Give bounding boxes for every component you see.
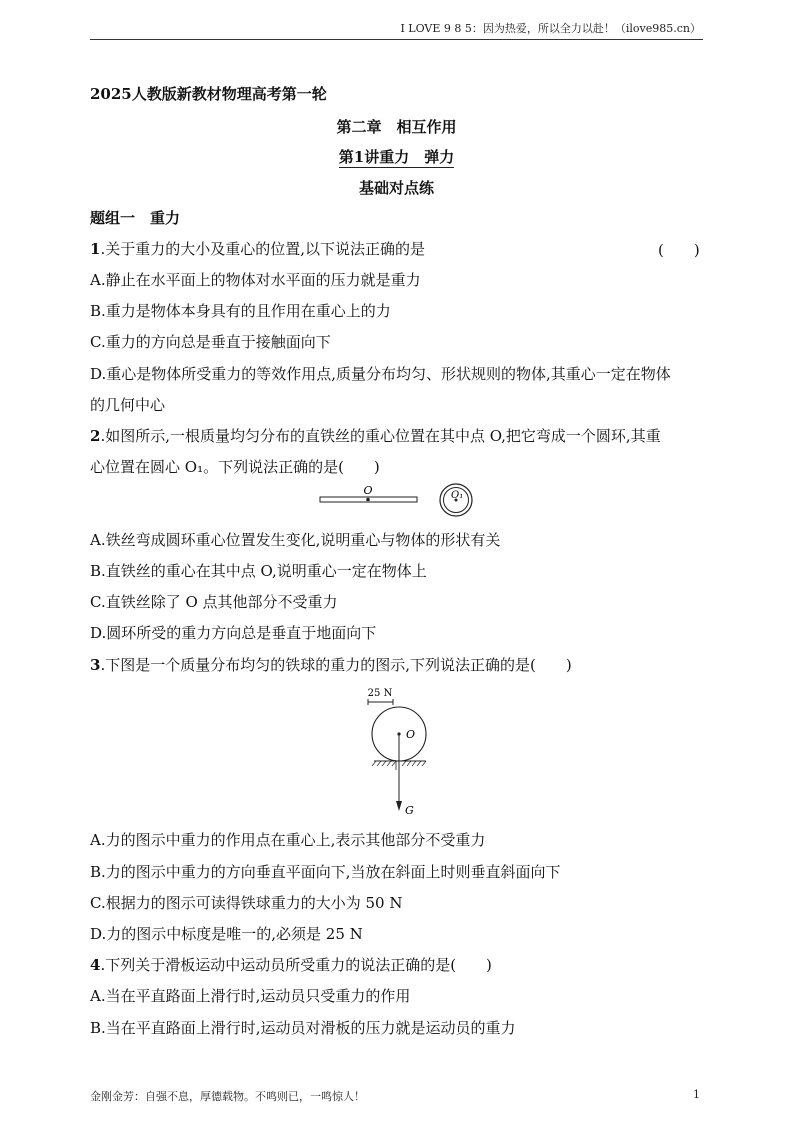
question-3-figure (360, 684, 440, 820)
lesson-title-wrap (90, 146, 703, 167)
question-3-option-a: A.力的图示中重力的作用点在重心上,表示其他部分不受重力 (90, 831, 486, 849)
scale-label: 25 N (367, 688, 393, 699)
question-1-option-d: D.重心是物体所受重力的等效作用点,质量分布均匀、形状规则的物体,其重心一定在物体 (90, 365, 671, 383)
section-title: 基础对点练 (358, 179, 434, 197)
chapter-title: 第二章 相互作用 (336, 118, 457, 136)
question-2-stem-cont: 心位置在圆心 O₁。下列说法正确的是( ) (90, 458, 380, 476)
question-2-figure (310, 480, 480, 520)
question-3-option-d: D.力的图示中标度是唯一的,必须是 25 N (90, 925, 363, 943)
question-1-option-a: A.静止在水平面上的物体对水平面的压力就是重力 (90, 271, 421, 289)
question-2-option-c: C.直铁丝除了 O 点其他部分不受重力 (90, 593, 338, 611)
question-3-stem: 3.下图是一个质量分布均匀的铁球的重力的图示,下列说法正确的是( ) (90, 656, 572, 674)
question-2-option-b: B.直铁丝的重心在其中点 O,说明重心一定在物体上 (90, 562, 427, 580)
footer-motto: 金刚金芳：自强不息，厚德载物。不鸣则已，一鸣惊人！ (90, 1090, 365, 1103)
wire-center-label: O (363, 484, 373, 497)
page-number: 1 (693, 1088, 700, 1101)
header-slogan: I LOVE 9 8 5：因为热爱，所以全力以赴！（ilove985.cn） (400, 22, 701, 35)
question-1-answer-bracket: ( ) (658, 241, 700, 259)
question-4-option-b: B.当在平直路面上滑行时,运动员对滑板的压力就是运动员的重力 (90, 1019, 516, 1037)
ball-center-label: O (406, 728, 416, 741)
question-4-stem: 4.下列关于滑板运动中运动员所受重力的说法正确的是( ) (90, 956, 492, 974)
wire-center-point (366, 498, 370, 502)
series-title: 2025人教版新教材物理高考第一轮 (90, 85, 327, 103)
question-2-option-d: D.圆环所受的重力方向总是垂直于地面向下 (90, 624, 377, 642)
ring-center-label: O₁ (451, 490, 464, 501)
question-1-option-d-cont: 的几何中心 (90, 396, 166, 414)
question-2-option-a: A.铁丝弯成圆环重心位置发生变化,说明重心与物体的形状有关 (90, 531, 501, 549)
lesson-title: 第1讲重力 弹力 (338, 148, 455, 166)
question-4-option-a: A.当在平直路面上滑行时,运动员只受重力的作用 (90, 987, 411, 1005)
question-2-stem: 2.如图所示,一根质量均匀分布的直铁丝的重心位置在其中点 O,把它弯成一个圆环,其重 (90, 427, 661, 445)
question-1-stem: 1.关于重力的大小及重心的位置,以下说法正确的是 (90, 240, 425, 258)
question-1-option-c: C.重力的方向总是垂直于接触面向下 (90, 333, 331, 351)
gravity-label: G (405, 804, 414, 817)
group-title: 题组一 重力 (90, 209, 181, 227)
gravity-arrow-head (396, 801, 402, 811)
question-3-option-c: C.根据力的图示可读得铁球重力的大小为 50 N (90, 894, 403, 912)
question-1-option-b: B.重力是物体本身具有的且作用在重心上的力 (90, 302, 391, 320)
header-divider (90, 39, 703, 40)
question-3-option-b: B.力的图示中重力的方向垂直平面向下,当放在斜面上时则垂直斜面向下 (90, 863, 561, 881)
